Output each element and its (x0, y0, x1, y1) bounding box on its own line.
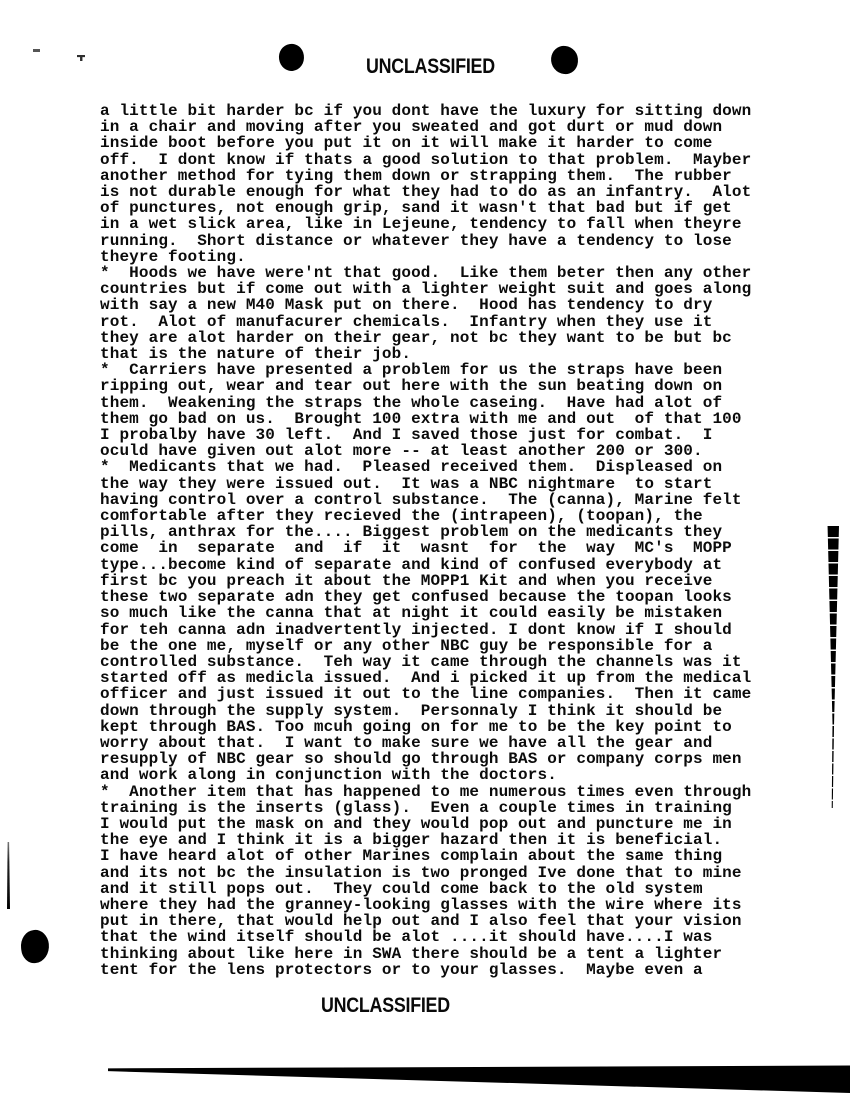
scan-artifact-left-edge (7, 842, 10, 909)
scan-speck-mark (77, 55, 85, 61)
scan-artifact-right-edge (826, 526, 839, 808)
scan-speck-mark (33, 49, 40, 52)
hole-punch-mark (277, 42, 306, 72)
classification-header: UNCLASSIFIED (366, 55, 495, 78)
scan-artifact-bottom-wedge (108, 1065, 850, 1093)
classification-footer: UNCLASSIFIED (321, 994, 450, 1017)
hole-punch-mark (19, 929, 50, 965)
hole-punch-mark (550, 45, 579, 75)
document-body-text: a little bit harder bc if you dont have the luxury for sitting down in a chair and moving after you sweated and got durt or mud down inside boot before you put it on it will make it harder to come off. I dont know if thats a good solution to that problem. Mayber another method for tying them down or strapping them. The rubber is not durable enough for what they had to do as an infantry. Alot of punctures, not enough grip, sand it wasn't that bad but if get in a wet slick area, like in Lejeune, tendency to fall when theyre running. Short distance or whatever they have a tendency to lose theyre footing. * Hoods we have were'nt that good. Like them beter then any other countries but if come out with a lighter weight suit and goes along with say a new M40 Mask put on there. Hood has tendency to dry rot. Alot of manufacurer chemicals. Infantry when they use it they are alot harder on their gear, not bc they want to be but bc that is the nature of their job. * Carriers have presented a problem for us the straps have been ripping out, wear and tear out here with the sun beating down on them. Weakening the straps the whole caseing. Have had alot of them go bad on us. Brought 100 extra with me and out of that 100 I probalby have 30 left. And I saved those just for combat. I oculd have given out alot more -- at least another 200 or 300. * Medicants that we had. Pleased received them. Displeased on the way they were issued out. It was a NBC nightmare to start having control over a control substance. The (canna), Marine felt comfortable after they recieved the (intrapeen), (toopan), the pills, anthrax for the.... Biggest problem on the medicants they come in separate and if it wasnt for the way MC's MOPP type...become kind of separate and kind of confused everybody at first bc you preach it about the MOPP1 Kit and when you receive these two separate adn they get confused because the toopan looks so much like the canna that at night it could easily be mistaken for teh canna adn inadvertently injected. I dont know if I should be the one me, myself or any other NBC guy be responsible for a controlled substance. Teh way it came through the channels was it started off as medicla issued. And i picked it up from the medical officer and just issued it out to the line companies. Then it came down through the supply system. Personnaly I think it should be kept through BAS. Too mcuh going on for me to be the key point to worry about that. I want to make sure we have all the gear and resupply of NBC gear so should go through BAS or company corps men and work along in conjunction with the doctors. * Another item that has happened to me numerous times even through training is the inserts (glass). Even a couple times in training I would put the mask on and they would pop out and puncture me in the eye and I think it is a bigger hazard then it is beneficial. I have heard alot of other Marines complain about the same thing and its not bc the insulation is two pronged Ive done that to mine and it still pops out. They could come back to the old system where they had the granney-looking glasses with the wire where its put in there, that would help out and I also feel that your vision that the wind itself should be alot ....it should have....I was thinking about like here in SWA there should be a tent a lighter tent for the lens protectors or to your glasses. Maybe even a (100, 102, 752, 979)
